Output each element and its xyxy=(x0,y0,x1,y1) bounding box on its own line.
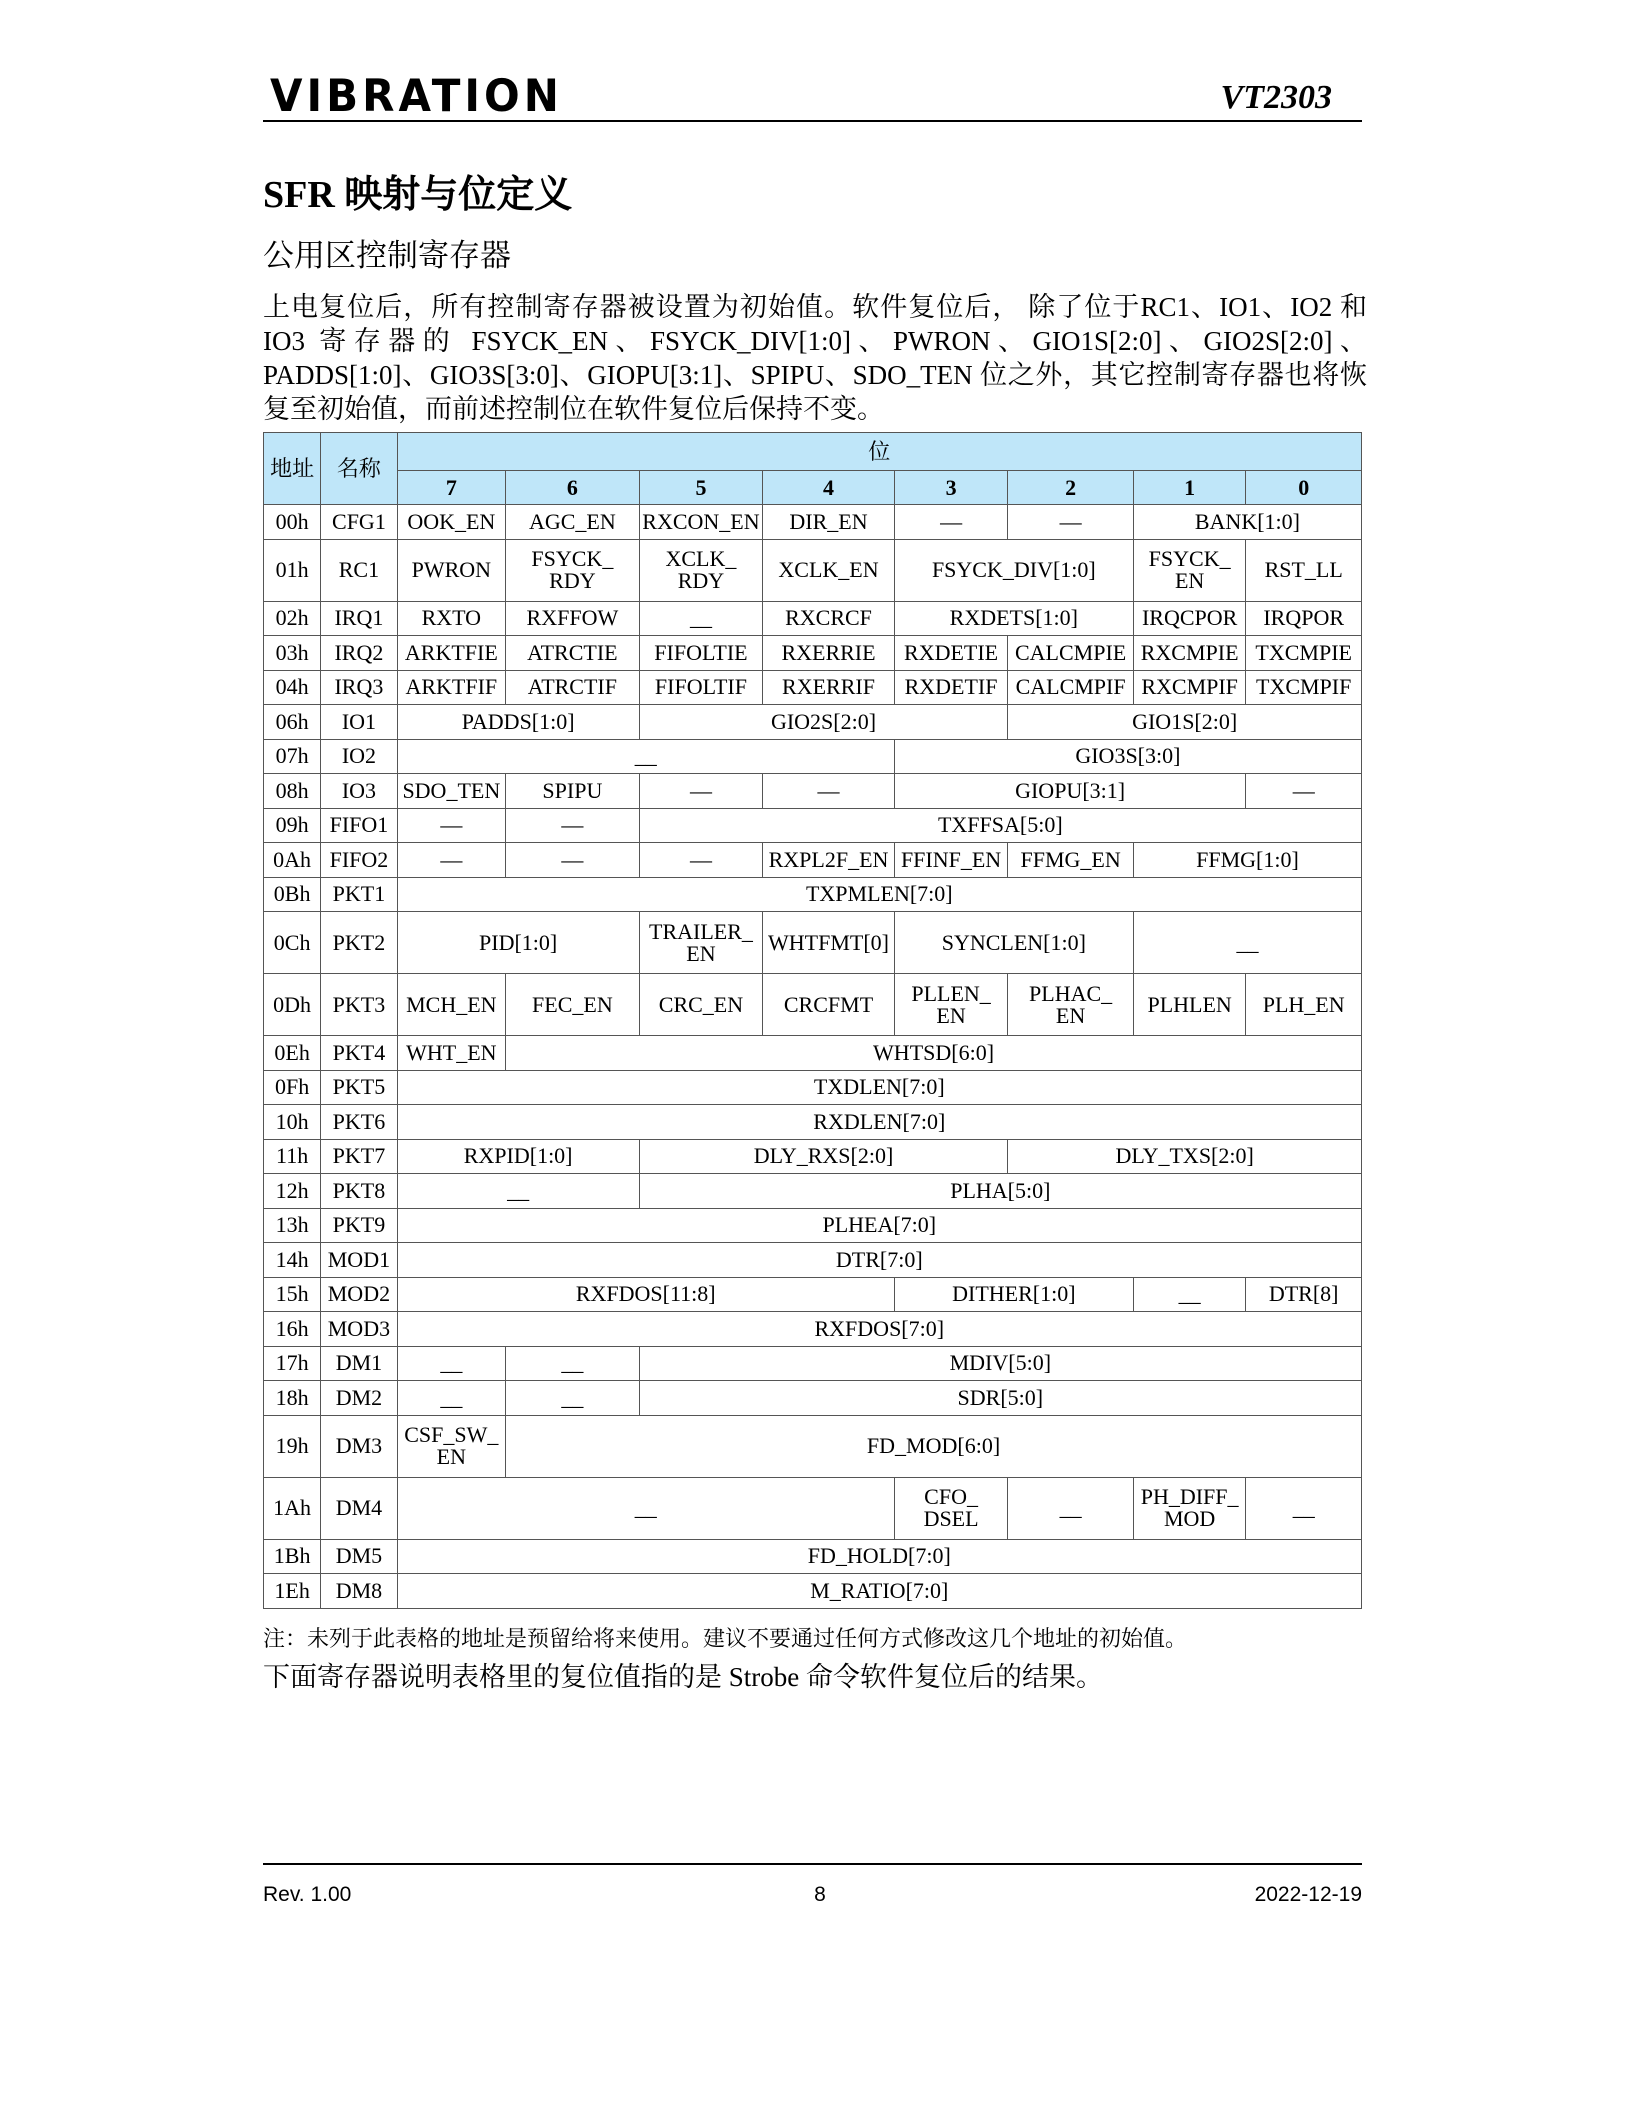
bit-field: RXDLEN[7:0] xyxy=(397,1105,1361,1140)
register-name: DM5 xyxy=(321,1539,397,1574)
bit-field: GIO1S[2:0] xyxy=(1008,705,1362,740)
register-address: 06h xyxy=(264,705,321,740)
bit-field: RXDETIF xyxy=(894,670,1008,705)
register-name: DM1 xyxy=(321,1346,397,1381)
bit-field: SYNCLEN[1:0] xyxy=(894,912,1133,974)
bit-field: — xyxy=(506,843,640,878)
bit-field: TRAILER_ EN xyxy=(639,912,763,974)
bit-field: __ xyxy=(397,1174,639,1209)
footer-rule xyxy=(263,1863,1362,1865)
register-name: DM2 xyxy=(321,1381,397,1416)
table-row xyxy=(264,1174,1362,1209)
header-bits: 位 xyxy=(397,433,1361,471)
bit-field: ARKTFIE xyxy=(397,636,505,671)
bit-field: TXPMLEN[7:0] xyxy=(397,877,1361,912)
bit-field: PLLEN_ EN xyxy=(894,974,1008,1036)
reset-note: 下面寄存器说明表格里的复位值指的是 Strobe 命令软件复位后的结果。 xyxy=(263,1662,1103,1692)
bit-field: MCH_EN xyxy=(397,974,505,1036)
table-row xyxy=(264,808,1362,843)
bit-field: RXCRCF xyxy=(763,601,895,636)
bit-field: DLY_TXS[2:0] xyxy=(1008,1139,1362,1174)
bit-field: __ xyxy=(1246,1477,1362,1539)
register-name: IO2 xyxy=(321,739,397,774)
header-bit-7: 7 xyxy=(397,471,505,505)
table-row xyxy=(264,1070,1362,1105)
bit-field: M_RATIO[7:0] xyxy=(397,1574,1361,1609)
header-bit-3: 3 xyxy=(894,471,1008,505)
table-header xyxy=(264,433,1362,505)
footer-page-number: 8 xyxy=(814,1883,826,1906)
bit-field: PH_DIFF_ MOD xyxy=(1133,1477,1246,1539)
register-name: PKT8 xyxy=(321,1174,397,1209)
header-rule xyxy=(263,120,1362,122)
register-name: FIFO2 xyxy=(321,843,397,878)
register-name: MOD2 xyxy=(321,1277,397,1312)
bit-field: — xyxy=(639,843,763,878)
table-row xyxy=(264,1539,1362,1574)
bit-field: ARKTFIF xyxy=(397,670,505,705)
table-row xyxy=(264,843,1362,878)
header-bit-5: 5 xyxy=(639,471,763,505)
register-address: 1Ah xyxy=(264,1477,321,1539)
bit-field: WHT_EN xyxy=(397,1036,505,1071)
bit-field: IRQPOR xyxy=(1246,601,1362,636)
register-address: 0Ch xyxy=(264,912,321,974)
register-name: PKT5 xyxy=(321,1070,397,1105)
bit-field: CALCMPIF xyxy=(1008,670,1134,705)
bit-field: WHTSD[6:0] xyxy=(506,1036,1362,1071)
table-row xyxy=(264,1312,1362,1347)
table-row xyxy=(264,877,1362,912)
register-address: 19h xyxy=(264,1415,321,1477)
table-row xyxy=(264,1139,1362,1174)
register-name: FIFO1 xyxy=(321,808,397,843)
register-name: PKT4 xyxy=(321,1036,397,1071)
register-address: 0Eh xyxy=(264,1036,321,1071)
bit-field: DIR_EN xyxy=(763,505,895,540)
table-body xyxy=(264,505,1362,1609)
register-address: 03h xyxy=(264,636,321,671)
register-address: 1Eh xyxy=(264,1574,321,1609)
footer-revision: Rev. 1.00 xyxy=(263,1883,352,1906)
bit-field: __ xyxy=(506,1346,640,1381)
bit-field: SDR[5:0] xyxy=(639,1381,1361,1416)
bit-field: GIO3S[3:0] xyxy=(894,739,1361,774)
register-name: IRQ3 xyxy=(321,670,397,705)
bit-field: __ xyxy=(1133,1277,1246,1312)
section-subtitle: 公用区控制寄存器 xyxy=(263,238,511,274)
bit-field: SPIPU xyxy=(506,774,640,809)
bit-field: RXERRIF xyxy=(763,670,895,705)
register-name: DM4 xyxy=(321,1477,397,1539)
bit-field: XCLK_EN xyxy=(763,539,895,601)
bit-field: CFO_ DSEL xyxy=(894,1477,1008,1539)
bit-field: AGC_EN xyxy=(506,505,640,540)
register-address: 14h xyxy=(264,1243,321,1278)
bit-field: DLY_RXS[2:0] xyxy=(639,1139,1008,1174)
register-address: 17h xyxy=(264,1346,321,1381)
brand-logo: VIBRATION xyxy=(270,69,563,122)
intro-paragraph: 上电复位后，所有控制寄存器被设置为初始值。软件复位后， 除了位于RC1、IO1、IO2 和IO3 寄存器的 FSYCK_EN、FSYCK_DIV[1:0]、PWRON、GIO1S[2:0]、GIO2S[2:0]、PADDS[1:0]、GIO3S[3:0]、GIOPU[3:1]、SPIPU、SDO_TEN 位之外，其它控制寄存器也将恢复至初始值，而前述控制位在软件复位后保持不变。 xyxy=(263,292,1367,424)
table-row xyxy=(264,739,1362,774)
model-number: VT2303 xyxy=(1220,79,1332,116)
bit-field: FD_HOLD[7:0] xyxy=(397,1539,1361,1574)
register-name: IO1 xyxy=(321,705,397,740)
bit-field: __ xyxy=(639,601,763,636)
bit-field: __ xyxy=(506,1381,640,1416)
register-address: 12h xyxy=(264,1174,321,1209)
table-row xyxy=(264,1243,1362,1278)
register-address: 07h xyxy=(264,739,321,774)
bit-field: — xyxy=(397,843,505,878)
register-address: 08h xyxy=(264,774,321,809)
bit-field: GIO2S[2:0] xyxy=(639,705,1008,740)
bit-field: RXTO xyxy=(397,601,505,636)
bit-field: XCLK_ RDY xyxy=(639,539,763,601)
register-name: PKT3 xyxy=(321,974,397,1036)
bit-field: PLH_EN xyxy=(1246,974,1362,1036)
header-address: 地址 xyxy=(264,433,321,505)
register-name: IRQ1 xyxy=(321,601,397,636)
register-name: CFG1 xyxy=(321,505,397,540)
register-name: PKT1 xyxy=(321,877,397,912)
bit-field: FIFOLTIF xyxy=(639,670,763,705)
bit-field: — xyxy=(639,774,763,809)
bit-field: PID[1:0] xyxy=(397,912,639,974)
bit-field: PLHAC_ EN xyxy=(1008,974,1134,1036)
table-row xyxy=(264,636,1362,671)
register-map-table xyxy=(263,432,1362,1609)
bit-field: PLHEA[7:0] xyxy=(397,1208,1361,1243)
register-name: MOD3 xyxy=(321,1312,397,1347)
bit-field: PLHA[5:0] xyxy=(639,1174,1361,1209)
bit-field: FIFOLTIE xyxy=(639,636,763,671)
bit-field: — xyxy=(506,808,640,843)
bit-field: CALCMPIE xyxy=(1008,636,1134,671)
header-bit-0: 0 xyxy=(1246,471,1362,505)
bit-field: — xyxy=(1008,505,1134,540)
table-row xyxy=(264,774,1362,809)
table-row xyxy=(264,1105,1362,1140)
register-address: 0Bh xyxy=(264,877,321,912)
bit-field: RXCMPIF xyxy=(1133,670,1246,705)
register-address: 09h xyxy=(264,808,321,843)
bit-field: RXERRIE xyxy=(763,636,895,671)
register-address: 10h xyxy=(264,1105,321,1140)
bit-field: TXCMPIF xyxy=(1246,670,1362,705)
bit-field: RXPL2F_EN xyxy=(763,843,895,878)
table-row xyxy=(264,912,1362,974)
bit-field: __ xyxy=(1008,1477,1134,1539)
table-row xyxy=(264,1346,1362,1381)
table-row xyxy=(264,505,1362,540)
register-name: IRQ2 xyxy=(321,636,397,671)
page-title: SFR 映射与位定义 xyxy=(263,174,573,216)
bit-field: WHTFMT[0] xyxy=(763,912,895,974)
register-name: MOD1 xyxy=(321,1243,397,1278)
bit-field: TXDLEN[7:0] xyxy=(397,1070,1361,1105)
register-address: 16h xyxy=(264,1312,321,1347)
bit-field: __ xyxy=(397,1346,505,1381)
header-bit-6: 6 xyxy=(506,471,640,505)
footer-date: 2022-12-19 xyxy=(1254,1883,1362,1906)
table-row xyxy=(264,1477,1362,1539)
header-bit-2: 2 xyxy=(1008,471,1134,505)
register-name: IO3 xyxy=(321,774,397,809)
bit-field: FSYCK_ RDY xyxy=(506,539,640,601)
bit-field: DITHER[1:0] xyxy=(894,1277,1133,1312)
register-address: 04h xyxy=(264,670,321,705)
table-row xyxy=(264,1208,1362,1243)
table-row xyxy=(264,1277,1362,1312)
bit-field: CRCFMT xyxy=(763,974,895,1036)
bit-field: DTR[8] xyxy=(1246,1277,1362,1312)
bit-field: PWRON xyxy=(397,539,505,601)
bit-field: FEC_EN xyxy=(506,974,640,1036)
bit-field: MDIV[5:0] xyxy=(639,1346,1361,1381)
header-name: 名称 xyxy=(321,433,397,505)
bit-field: BANK[1:0] xyxy=(1133,505,1361,540)
bit-field: GIOPU[3:1] xyxy=(894,774,1246,809)
register-name: PKT6 xyxy=(321,1105,397,1140)
table-row xyxy=(264,670,1362,705)
bit-field: FSYCK_ EN xyxy=(1133,539,1246,601)
register-address: 1Bh xyxy=(264,1539,321,1574)
register-address: 01h xyxy=(264,539,321,601)
bit-field: FD_MOD[6:0] xyxy=(506,1415,1362,1477)
register-name: PKT9 xyxy=(321,1208,397,1243)
bit-field: PLHLEN xyxy=(1133,974,1246,1036)
bit-field: TXCMPIE xyxy=(1246,636,1362,671)
bit-field: OOK_EN xyxy=(397,505,505,540)
header-bit-4: 4 xyxy=(763,471,895,505)
bit-field: __ xyxy=(397,739,894,774)
register-address: 11h xyxy=(264,1139,321,1174)
register-name: RC1 xyxy=(321,539,397,601)
bit-field: __ xyxy=(397,1477,894,1539)
bit-field: DTR[7:0] xyxy=(397,1243,1361,1278)
bit-field: ATRCTIF xyxy=(506,670,640,705)
register-name: PKT7 xyxy=(321,1139,397,1174)
bit-field: FFMG_EN xyxy=(1008,843,1134,878)
table-row xyxy=(264,1574,1362,1609)
bit-field: — xyxy=(894,505,1008,540)
bit-field: RXCMPIE xyxy=(1133,636,1246,671)
register-address: 0Dh xyxy=(264,974,321,1036)
bit-field: RST_LL xyxy=(1246,539,1362,601)
register-address: 18h xyxy=(264,1381,321,1416)
bit-field: FFINF_EN xyxy=(894,843,1008,878)
table-row xyxy=(264,1415,1362,1477)
bit-field: CSF_SW_ EN xyxy=(397,1415,505,1477)
bit-field: SDO_TEN xyxy=(397,774,505,809)
bit-field: PADDS[1:0] xyxy=(397,705,639,740)
register-address: 0Fh xyxy=(264,1070,321,1105)
bit-field: — xyxy=(1246,774,1362,809)
bit-field: RXFFOW xyxy=(506,601,640,636)
table-row xyxy=(264,601,1362,636)
bit-field: RXFDOS[11:8] xyxy=(397,1277,894,1312)
table-row xyxy=(264,705,1362,740)
register-address: 02h xyxy=(264,601,321,636)
register-address: 00h xyxy=(264,505,321,540)
bit-field: CRC_EN xyxy=(639,974,763,1036)
table-footnote: 注：未列于此表格的地址是预留给将来使用。建议不要通过任何方式修改这几个地址的初始值。 xyxy=(263,1626,1188,1651)
bit-field: — xyxy=(397,808,505,843)
register-address: 15h xyxy=(264,1277,321,1312)
table-row xyxy=(264,1036,1362,1071)
register-name: DM8 xyxy=(321,1574,397,1609)
table-row xyxy=(264,1381,1362,1416)
register-name: DM3 xyxy=(321,1415,397,1477)
bit-field: — xyxy=(763,774,895,809)
bit-field: __ xyxy=(1133,912,1361,974)
table-row xyxy=(264,539,1362,601)
bit-field: RXFDOS[7:0] xyxy=(397,1312,1361,1347)
bit-field: RXDETS[1:0] xyxy=(894,601,1133,636)
register-address: 0Ah xyxy=(264,843,321,878)
table-row xyxy=(264,974,1362,1036)
register-name: PKT2 xyxy=(321,912,397,974)
header-bit-1: 1 xyxy=(1133,471,1246,505)
bit-field: FFMG[1:0] xyxy=(1133,843,1361,878)
bit-field: RXPID[1:0] xyxy=(397,1139,639,1174)
bit-field: ATRCTIE xyxy=(506,636,640,671)
bit-field: RXDETIE xyxy=(894,636,1008,671)
bit-field: IRQCPOR xyxy=(1133,601,1246,636)
register-address: 13h xyxy=(264,1208,321,1243)
bit-field: __ xyxy=(397,1381,505,1416)
bit-field: RXCON_EN xyxy=(639,505,763,540)
bit-field: FSYCK_DIV[1:0] xyxy=(894,539,1133,601)
bit-field: TXFFSA[5:0] xyxy=(639,808,1361,843)
